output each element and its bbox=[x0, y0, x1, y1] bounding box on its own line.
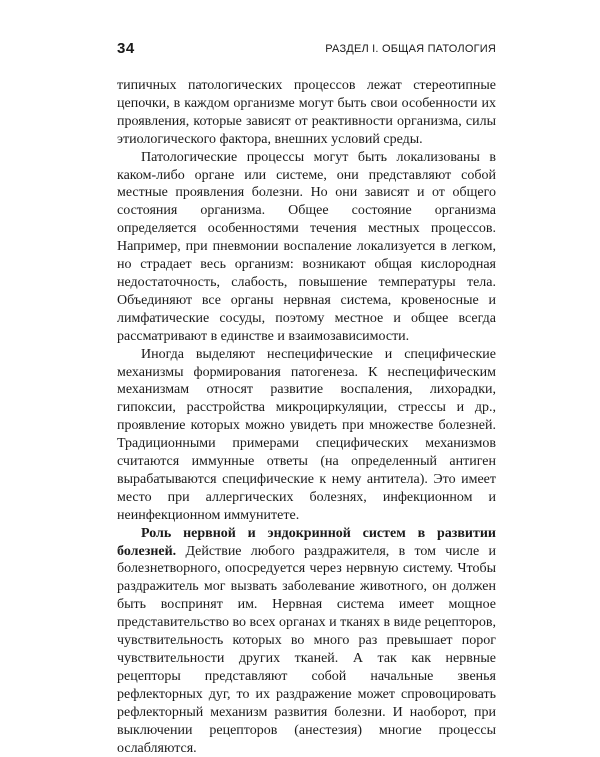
paragraph-text: Патологические процессы могут быть локализованы в каком-либо органе или системе, они представляют собой местные проявления болезни. Но они зависят и от общего состояния организма. Общее состояние организма определяется особенностями течения местных процессов. Например, при пневмонии воспаление локализуется в легком, но страдает весь организм: возникают общая кислородная недостаточность, слабость, повышение температуры тела. Объединяют все органы нервная система, кровеносные и лимфатические сосуды, поэтому местное и общее всегда рассматривают в единстве и взаимозависимости. bbox=[117, 149, 496, 344]
paragraph-specific-mechanisms bbox=[117, 346, 496, 525]
paragraph-text: Действие любого раздражителя, в том числе и болезнетворного, опосредуется через нервную систему. Чтобы раздражитель мог вызвать заболевание животного, он должен быть воспринят им. Нервная система имеет мощное представительство во всех органах и тканях в виде рецепторов, чувствительность которых во много раз превышает порог чувствительности других тканей. А так как нервные рецепторы представляют собой начальные звенья рефлекторных дуг, то их раздражение может спровоцировать рефлекторный механизм развития болезни. И наоборот, при выключении рецепторов (анестезия) многие процессы ослабляются. bbox=[117, 543, 496, 756]
paragraph-local-general bbox=[117, 149, 496, 346]
page-number: 34 bbox=[117, 40, 135, 57]
paragraph-continued bbox=[117, 77, 496, 149]
paragraph-nervous-system bbox=[117, 525, 496, 757]
running-title: РАЗДЕЛ I. ОБЩАЯ ПАТОЛОГИЯ bbox=[325, 43, 496, 55]
section-heading-inline: Роль нервной и эндокринной систем в развитии болезней. bbox=[117, 525, 496, 559]
paragraph-text: типичных патологических процессов лежат стереотипные цепочки, в каждом организме могут быть свои особенности их проявления, которые зависят от реактивности организма, силы этиологического фактора, внешних условий среды. bbox=[117, 78, 496, 147]
page-header bbox=[117, 40, 496, 62]
body-text bbox=[117, 77, 496, 757]
paragraph-text: Иногда выделяют неспецифические и специфические механизмы формирования патогенеза. К неспецифическим механизмам относят развитие воспаления, лихорадки, гипоксии, расстройства микроциркуляции, стрессы и др., проявление которых можно увидеть при множестве болезней. Традиционными примерами специфических механизмов считаются иммунные ответы (на определенный антиген вырабатываются специфические к нему антитела). Это имеет место при аллергических болезнях, инфекционном и неинфекционном иммунитете. bbox=[117, 346, 496, 523]
